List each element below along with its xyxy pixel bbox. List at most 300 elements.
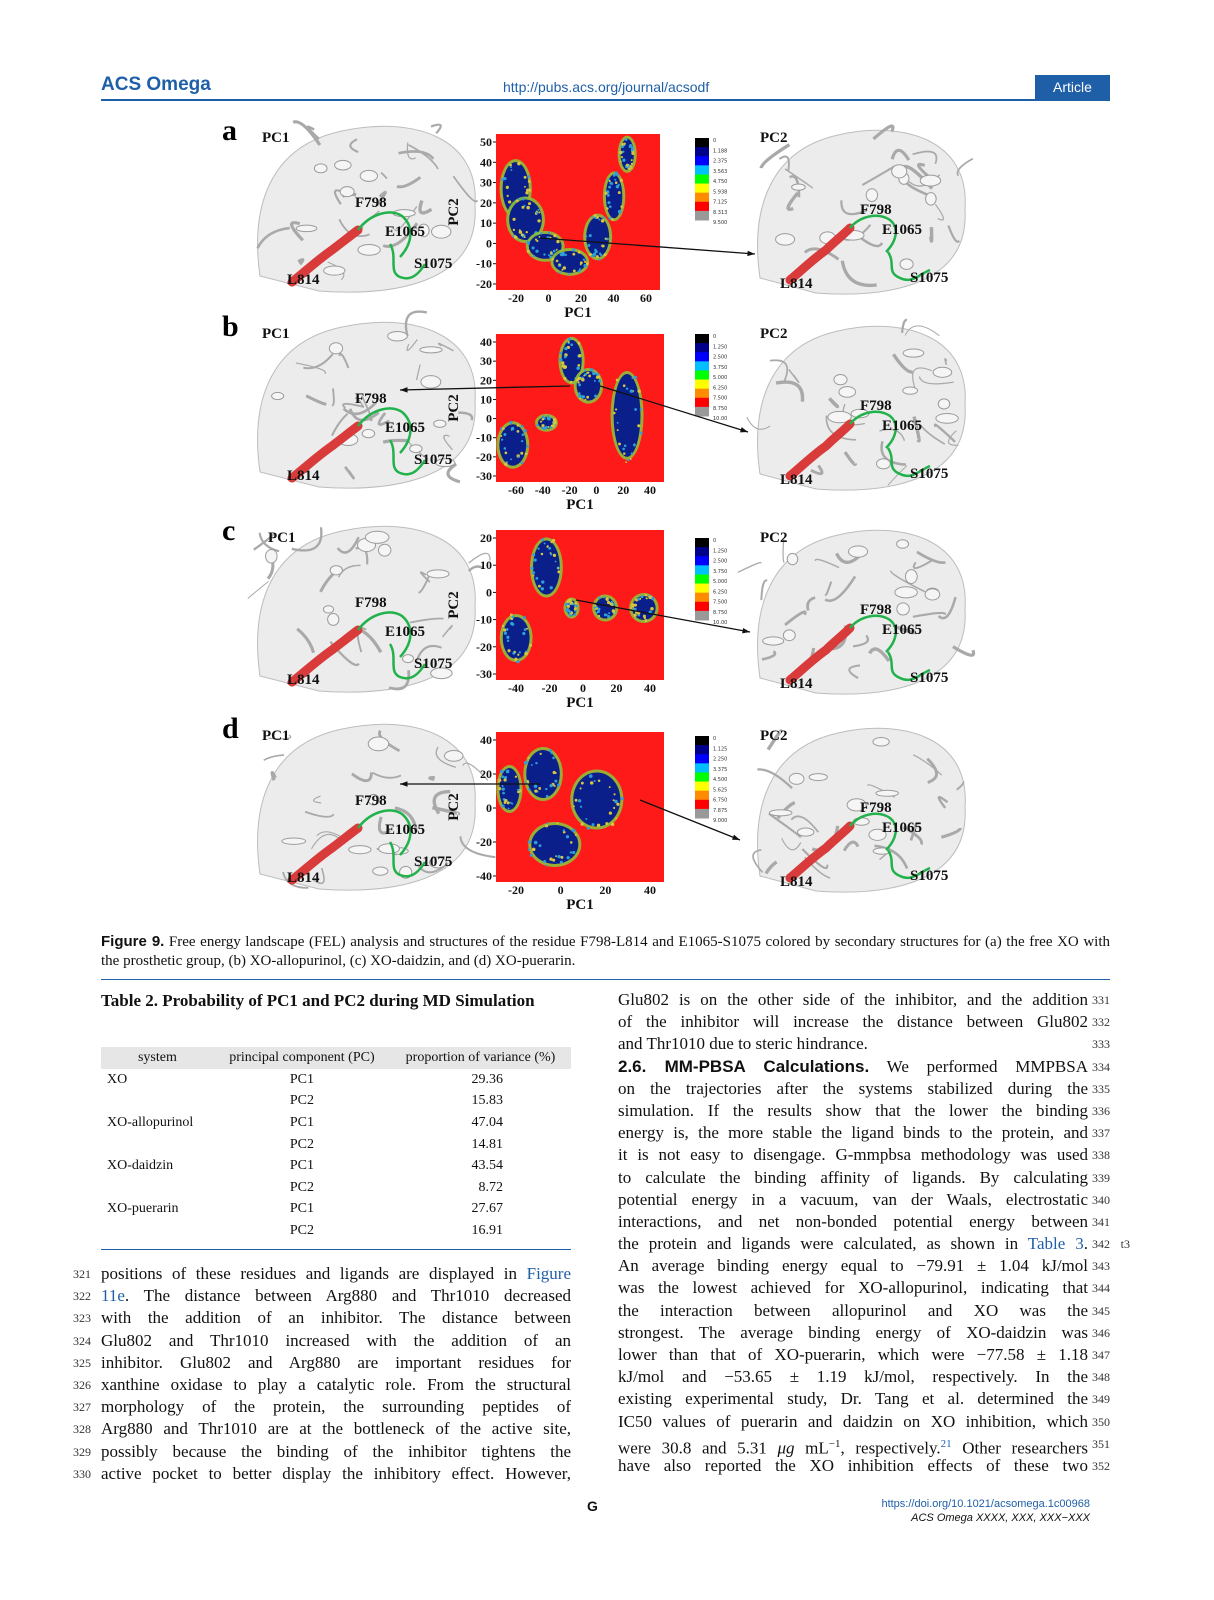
protein-helix-coil xyxy=(314,164,327,173)
line-number: 331 xyxy=(1092,993,1110,1007)
colorbar-label: 7.500 xyxy=(713,395,728,402)
pc2-arrow-head xyxy=(732,835,740,840)
protein-helix-coil xyxy=(903,387,918,394)
fel-sample-point xyxy=(621,143,624,146)
fel-sample-point xyxy=(625,461,627,463)
fel-sample-point xyxy=(623,384,626,387)
colorbar-swatch xyxy=(695,343,709,353)
fel-sample-point xyxy=(550,586,553,589)
fel-sample-point xyxy=(630,165,632,167)
protein-helix-coil xyxy=(296,225,317,232)
article-type-badge: Article xyxy=(1035,75,1110,100)
fel-sample-point xyxy=(527,240,529,242)
text-line: 322 11e. The distance between Arg880 and Thr1010 decreased xyxy=(101,1285,571,1307)
fel-sample-point xyxy=(605,614,607,616)
protein-helix-coil xyxy=(349,846,371,854)
fel-sample-point xyxy=(604,253,607,256)
fel-sample-point xyxy=(578,251,581,254)
y-tick-label: 20 xyxy=(480,767,492,781)
table-cell: PC1 xyxy=(289,1158,314,1174)
fel-sample-point xyxy=(510,169,512,171)
fel-sample-point xyxy=(570,841,573,844)
y-tick-label: -40 xyxy=(476,869,492,883)
fel-sample-point xyxy=(527,757,529,759)
fel-sample-point xyxy=(606,207,608,209)
protein-helix-coil xyxy=(938,399,950,409)
fel-sample-point xyxy=(523,616,526,619)
fel-sample-point xyxy=(631,603,634,606)
colorbar-label: 9.000 xyxy=(713,818,728,824)
fel-sample-point xyxy=(637,424,640,427)
colorbar-label: 0 xyxy=(713,138,717,144)
fel-sample-point xyxy=(536,212,538,214)
fel-sample-point xyxy=(537,219,540,222)
fel-sample-point xyxy=(557,567,559,569)
fel-sample-point xyxy=(540,421,542,423)
fel-sample-point xyxy=(516,660,519,663)
fel-sample-point xyxy=(523,429,526,432)
fel-sample-point xyxy=(584,399,586,401)
protein-helix-coil xyxy=(420,347,442,353)
fel-sample-point xyxy=(532,571,535,574)
protein-helix-coil xyxy=(362,429,375,437)
fel-sample-point xyxy=(563,377,566,380)
fel-sample-point xyxy=(634,408,637,411)
fel-sample-point xyxy=(532,554,535,557)
fel-sample-point xyxy=(504,632,507,635)
colorbar-swatch xyxy=(695,611,709,621)
fel-sample-point xyxy=(559,271,561,273)
fel-sample-point xyxy=(617,429,619,431)
fel-sample-point xyxy=(581,378,585,382)
fel-sample-point xyxy=(542,418,545,421)
fel-sample-point xyxy=(539,844,542,847)
fel-sample-point xyxy=(594,780,596,782)
fel-sample-point xyxy=(645,619,648,622)
colorbar-swatch xyxy=(695,556,709,566)
x-axis-title: PC1 xyxy=(564,305,592,321)
fel-sample-point xyxy=(521,425,524,428)
protein-helix-coil xyxy=(324,266,345,275)
fel-sample-point xyxy=(508,200,511,203)
fel-panel-a xyxy=(100,112,1110,321)
x-tick-label: 0 xyxy=(593,483,600,497)
fel-sample-point xyxy=(607,599,609,601)
table-cell: 27.67 xyxy=(471,1201,503,1217)
y-tick-label: 30 xyxy=(480,354,492,369)
fel-sample-point xyxy=(534,558,537,561)
table-cell: PC2 xyxy=(289,1136,314,1152)
fel-sample-point xyxy=(630,389,633,392)
fel-sample-point xyxy=(568,610,571,613)
fel-sample-point xyxy=(640,408,642,410)
line-number: 348 xyxy=(1092,1370,1110,1385)
fel-sample-point xyxy=(552,539,555,542)
fel-sample-point xyxy=(537,548,539,550)
x-tick-label: -20 xyxy=(561,483,578,497)
protein-helix-coil xyxy=(936,413,958,423)
fel-sample-point xyxy=(561,269,563,271)
residue-label: S1075 xyxy=(414,452,453,468)
fel-sample-point xyxy=(618,443,621,446)
figure-caption xyxy=(101,932,1110,971)
fel-sample-point xyxy=(553,250,556,253)
fel-sample-point xyxy=(498,779,501,782)
fel-sample-point xyxy=(605,238,607,240)
protein-helix-coil xyxy=(903,349,924,357)
fel-sample-point xyxy=(521,233,524,236)
fel-sample-point xyxy=(526,231,528,233)
fel-sample-point xyxy=(552,258,554,260)
fel-sample-point xyxy=(508,808,510,810)
fel-sample-point xyxy=(549,784,552,787)
protein-helix-coil xyxy=(432,225,451,238)
text-line: 328 Arg880 and Thr1010 are at the bottleneck of the active site, xyxy=(101,1418,571,1440)
fel-sample-point xyxy=(555,772,557,774)
fel-sample-point xyxy=(622,448,625,451)
fel-sample-point xyxy=(598,615,600,617)
fel-sample-point xyxy=(534,784,538,788)
protein-helix-coil xyxy=(926,193,937,206)
fel-sample-point xyxy=(522,632,525,635)
fel-sample-point xyxy=(517,424,520,427)
line-number: 343 xyxy=(1092,1259,1110,1274)
table-cell xyxy=(101,1091,214,1113)
protein-helix-coil xyxy=(272,392,284,399)
fel-sample-point xyxy=(554,785,556,787)
fel-sample-point xyxy=(613,412,616,415)
fel-sample-point xyxy=(525,452,527,454)
fel-sample-point xyxy=(540,753,542,755)
fel-sample-point xyxy=(510,458,512,460)
fel-sample-point xyxy=(501,439,503,441)
fel-sample-point xyxy=(524,186,526,188)
fel-sample-point xyxy=(503,778,506,781)
left-pc-label: PC1 xyxy=(262,130,290,146)
fel-sample-point xyxy=(556,260,559,263)
fel-sample-point xyxy=(614,179,616,181)
fel-sample-point xyxy=(564,365,567,368)
fel-sample-point xyxy=(532,575,534,577)
table-row xyxy=(101,1112,571,1134)
protein-helix-coil xyxy=(834,375,847,385)
fel-sample-point xyxy=(650,607,654,611)
fel-sample-point xyxy=(546,546,548,548)
fel-sample-point xyxy=(548,231,550,233)
fel-sample-point xyxy=(577,381,579,383)
fel-sample-point xyxy=(511,427,514,430)
text-line: 351 were 30.8 and 5.31 μg $mL^{-1}$, respectively.$^{21}$ Other researchers xyxy=(618,1433,1088,1455)
fel-sample-point xyxy=(620,205,623,208)
fel-sample-point xyxy=(553,234,556,237)
residue-label: E1065 xyxy=(385,822,426,838)
fel-sample-point xyxy=(596,373,599,376)
reference-link[interactable]: 21 xyxy=(940,1437,952,1450)
fel-sample-point xyxy=(501,775,504,778)
fel-sample-point xyxy=(609,786,611,788)
fel-sample-point xyxy=(633,444,636,447)
fel-sample-point xyxy=(607,201,610,204)
table-cell: XO-puerarin xyxy=(107,1201,179,1217)
protein-helix-coil xyxy=(444,751,463,762)
colorbar-label: 5.000 xyxy=(713,579,728,585)
fel-sample-point xyxy=(645,594,647,596)
fel-sample-point xyxy=(532,848,536,852)
line-number: 334 xyxy=(1092,1059,1110,1074)
colorbar-swatch xyxy=(695,772,709,782)
journal-url-link[interactable]: http://pubs.acs.org/journal/acsodf xyxy=(503,79,710,95)
table-cell: PC2 xyxy=(289,1179,314,1195)
fel-sample-point xyxy=(580,806,582,808)
fel-sample-point xyxy=(528,243,530,245)
table-cell xyxy=(101,1220,214,1242)
fel-sample-point xyxy=(511,803,513,805)
fel-sample-point xyxy=(590,781,593,784)
text-line: 342 t3 the protein and ligands were calculated, as shown in Table 3. xyxy=(618,1233,1088,1255)
table-row xyxy=(101,1177,571,1199)
line-number: 336 xyxy=(1092,1103,1110,1118)
fel-panel-d xyxy=(100,710,1110,913)
x-tick-label: -20 xyxy=(541,681,558,695)
text-line: 334 2.6. MM-PBSA Calculations. We performed MMPBSA xyxy=(618,1056,1088,1078)
fel-sample-point xyxy=(637,389,640,392)
y-tick-label: -10 xyxy=(476,612,492,627)
colorbar-swatch xyxy=(695,584,709,594)
table-link[interactable]: Table 3 xyxy=(1027,1234,1084,1254)
y-axis-title: PC2 xyxy=(446,793,462,821)
protein-ribbon xyxy=(431,125,441,134)
fel-sample-point xyxy=(648,596,651,599)
fel-sample-point xyxy=(534,789,537,792)
y-tick-label: 40 xyxy=(480,155,492,170)
table-cell: PC1 xyxy=(289,1071,314,1087)
table-cell: PC1 xyxy=(289,1201,314,1217)
fel-sample-point xyxy=(608,217,611,220)
line-number: 346 xyxy=(1092,1325,1110,1340)
fel-sample-point xyxy=(614,800,617,803)
fel-sample-point xyxy=(505,452,508,455)
fel-sample-point xyxy=(587,244,590,247)
figure-link[interactable]: Figure xyxy=(526,1264,571,1283)
fel-sample-point xyxy=(507,639,510,642)
fel-sample-point xyxy=(527,782,529,784)
fel-sample-point xyxy=(607,601,610,604)
fel-sample-point xyxy=(565,254,567,256)
protein-helix-coil xyxy=(877,459,891,469)
fel-sample-point xyxy=(528,848,530,850)
residue-label: L814 xyxy=(287,672,320,688)
residue-label: L814 xyxy=(780,676,813,692)
y-tick-label: -30 xyxy=(476,469,492,483)
table-cell: 29.36 xyxy=(471,1071,503,1087)
residue-label: F798 xyxy=(355,793,387,809)
protein-ribbon xyxy=(272,773,275,781)
caption-label: Figure 9. xyxy=(101,933,165,950)
fel-sample-point xyxy=(538,585,541,588)
protein-helix-coil xyxy=(763,637,784,645)
fel-basin xyxy=(499,424,526,465)
protein-helix-coil xyxy=(365,531,389,543)
residue-label: F798 xyxy=(860,800,892,816)
fel-sample-point xyxy=(578,270,581,273)
fel-sample-point xyxy=(622,151,624,153)
text-line: 338 it is not easy to disengage. G-mmpbsa methodology was used xyxy=(618,1144,1088,1166)
y-tick-label: -20 xyxy=(476,449,492,464)
colorbar-label: 1.125 xyxy=(713,746,728,753)
protein-helix-coil xyxy=(769,810,792,816)
fel-sample-point xyxy=(592,823,595,826)
left-text-column xyxy=(73,1263,571,1485)
fel-sample-point xyxy=(555,561,557,563)
colorbar-swatch xyxy=(695,211,709,221)
fel-sample-point xyxy=(640,432,643,435)
colorbar-label: 5.938 xyxy=(713,189,728,196)
fel-sample-point xyxy=(585,235,587,237)
y-tick-label: -20 xyxy=(476,639,492,654)
table-row xyxy=(101,1155,571,1177)
colorbar-swatch xyxy=(695,547,709,557)
fel-sample-point xyxy=(543,860,546,863)
fel-sample-point xyxy=(543,253,545,255)
fel-sample-point xyxy=(506,770,510,774)
fel-sample-point xyxy=(524,628,527,631)
fel-sample-point xyxy=(501,785,503,787)
table-row xyxy=(101,1069,571,1091)
text-line: 324 Glu802 and Thr1010 increased with the addition of an xyxy=(101,1330,571,1352)
right-pc-label: PC2 xyxy=(760,326,788,342)
line-number: 323 xyxy=(73,1311,91,1326)
colorbar-label: 0 xyxy=(713,538,717,544)
line-number: 332 xyxy=(1092,1015,1110,1030)
right-text-column xyxy=(618,989,1130,1477)
residue-label: F798 xyxy=(860,398,892,414)
colorbar-swatch xyxy=(695,565,709,575)
colorbar-label: 0 xyxy=(713,334,717,340)
table-cell xyxy=(101,1134,214,1156)
doi-link[interactable]: https://doi.org/10.1021/acsomega.1c00968 xyxy=(881,1498,1090,1510)
fel-sample-point xyxy=(589,774,593,778)
fel-sample-point xyxy=(531,567,534,570)
table-cell: 16.91 xyxy=(471,1222,503,1238)
fel-sample-point xyxy=(536,424,538,426)
x-tick-label: -20 xyxy=(508,883,524,897)
protein-helix-coil xyxy=(329,343,342,354)
fel-sample-point xyxy=(553,554,556,557)
fel-sample-point xyxy=(517,654,519,656)
table-row xyxy=(101,1091,571,1113)
right-pc-label: PC2 xyxy=(760,728,788,744)
colorbar-swatch xyxy=(695,202,709,212)
x-tick-label: 40 xyxy=(644,883,656,897)
x-tick-label: -40 xyxy=(534,483,551,497)
line-number: 328 xyxy=(73,1422,91,1437)
fel-sample-point xyxy=(541,553,544,556)
caption-text: Free energy landscape (FEL) analysis and structures of the residue F798-L814 and E1065-S1075 colored by secondary structures for (a) the free XO with the prosthetic group, (b) XO-allopurinol, (c) XO-daidzin, and (d) XO-puerarin. xyxy=(101,934,1110,969)
table-rule xyxy=(101,1249,571,1250)
colorbar-label: 8.313 xyxy=(713,209,728,216)
residue-label: L814 xyxy=(780,276,813,292)
fel-sample-point xyxy=(564,356,567,359)
fel-sample-point xyxy=(568,341,570,343)
line-number: 322 xyxy=(73,1289,91,1304)
fel-sample-point xyxy=(615,181,618,184)
fel-sample-point xyxy=(527,175,530,178)
right-pc-label: PC2 xyxy=(760,530,788,546)
protein-helix-coil xyxy=(373,867,388,875)
table-row xyxy=(101,1220,571,1242)
fel-sample-point xyxy=(594,395,597,398)
line-number: 342 t3 xyxy=(1092,1237,1130,1252)
colorbar-label: 6.750 xyxy=(713,797,728,804)
text-line: 346 strongest. The average binding energy of XO-daidzin was xyxy=(618,1322,1088,1344)
colorbar-label: 5.625 xyxy=(713,787,728,794)
fel-sample-point xyxy=(564,347,567,350)
unit-exponent: −1 xyxy=(828,1437,841,1450)
fel-sample-point xyxy=(626,387,628,389)
fel-sample-point xyxy=(580,787,582,789)
colorbar-label: 4.750 xyxy=(713,179,728,185)
colorbar-swatch xyxy=(695,165,709,175)
protein-helix-coil xyxy=(892,165,907,178)
text-line: 349 existing experimental study, Dr. Tang et al. determined the xyxy=(618,1388,1088,1410)
y-tick-label: 0 xyxy=(486,411,492,426)
text-line: 331 Glu802 is on the other side of the inhibitor, and the addition xyxy=(618,989,1088,1011)
line-number: 333 xyxy=(1092,1037,1110,1052)
residue-label: E1065 xyxy=(385,420,426,436)
colorbar-swatch xyxy=(695,352,709,362)
caption-rule xyxy=(101,979,1110,980)
fel-sample-point xyxy=(503,628,506,631)
residue-label: E1065 xyxy=(385,624,426,640)
fel-sample-point xyxy=(616,174,619,177)
fel-sample-point xyxy=(622,158,625,161)
fel-sample-point xyxy=(524,176,527,179)
colorbar-label: 2.375 xyxy=(713,158,728,165)
protein-helix-coil xyxy=(895,587,917,598)
fel-sample-point xyxy=(570,851,572,853)
fel-sample-point xyxy=(538,211,540,213)
fel-sample-point xyxy=(545,788,547,790)
x-tick-label: 20 xyxy=(575,291,587,305)
line-number: 329 xyxy=(73,1444,91,1459)
protein-helix-coil xyxy=(402,655,413,663)
fel-sample-point xyxy=(502,625,504,627)
fel-sample-point xyxy=(541,587,544,590)
x-tick-label: -20 xyxy=(508,291,524,305)
line-number: 345 xyxy=(1092,1303,1110,1318)
fel-sample-point xyxy=(547,417,550,420)
fel-sample-point xyxy=(502,792,505,795)
fel-sample-point xyxy=(624,444,627,447)
x-tick-label: 20 xyxy=(610,681,623,695)
fel-sample-point xyxy=(618,191,621,194)
fel-sample-point xyxy=(502,787,505,790)
fel-sample-point xyxy=(598,219,600,221)
fel-sample-point xyxy=(570,381,573,384)
fel-sample-point xyxy=(572,253,575,256)
table-cell: PC1 xyxy=(289,1114,314,1130)
fel-sample-point xyxy=(625,138,628,141)
residue-label: E1065 xyxy=(882,622,923,638)
fel-sample-point xyxy=(524,652,528,656)
protein-helix-coil xyxy=(925,589,940,600)
colorbar-swatch xyxy=(695,800,709,810)
figure-link[interactable]: 11e xyxy=(101,1286,125,1306)
residue-label: E1065 xyxy=(882,820,923,836)
table-row xyxy=(101,1199,571,1221)
protein-helix-coil xyxy=(368,737,388,751)
text-line: 339 to calculate the binding affinity of ligands. By calculating xyxy=(618,1167,1088,1189)
